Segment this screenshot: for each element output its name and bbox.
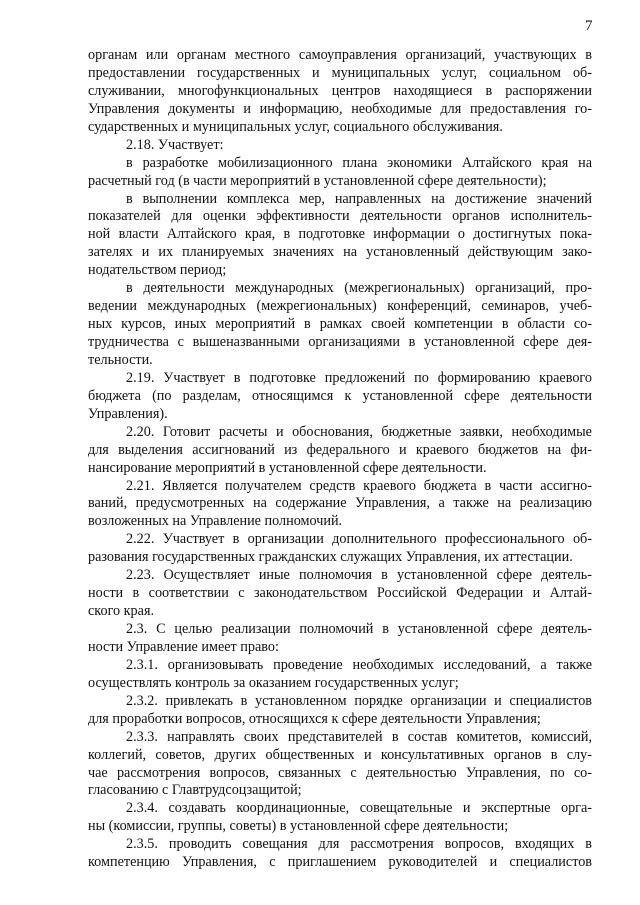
text-line: 2.3.2. привлекать в установленном порядке организации и специалистов <box>126 692 592 709</box>
text-line: ной власти Алтайского края, в подготовке информации о достигнутых пока- <box>88 226 592 243</box>
text-line: 2.23. Осуществляет иные полномочия в установленной сфере деятель- <box>126 567 592 584</box>
text-line: органам или органам местного самоуправления организаций, участвующих в <box>88 47 592 63</box>
text-line: нансирование мероприятий в установленной сфере деятельности. <box>88 459 487 476</box>
text-line: бюджета (по разделам, относящимся к установленной сфере деятельности <box>88 387 592 404</box>
text-line: 2.18. Участвует: <box>126 136 224 153</box>
text-line: Управления). <box>88 405 168 422</box>
text-line: ваний, предусмотренных на содержание Управления, а также на реализацию <box>88 495 592 512</box>
text-line: нодательством период; <box>88 262 227 279</box>
text-line: 2.3. С целью реализации полномочий в установленной сфере деятель- <box>126 621 592 637</box>
page-number: 7 <box>585 18 593 34</box>
document-body-text <box>88 47 592 872</box>
text-line: 2.21. Является получателем средств краевого бюджета в части ассигно- <box>126 477 592 494</box>
text-line: расчетный год (в части мероприятий в установленной сфере деятельности); <box>88 172 547 189</box>
text-line: разования государственных гражданских служащих Управления, их аттестации. <box>88 549 573 566</box>
text-line: тельности. <box>88 351 153 368</box>
text-line: ных курсов, иных мероприятий в рамках своей компетенции в области со- <box>88 316 592 333</box>
text-line: компетенцию Управления, с приглашением руководителей и специалистов <box>88 854 592 871</box>
text-line: чае рассмотрения вопросов, связанных с деятельностью Управления, по со- <box>88 764 592 781</box>
text-line: для выделения ассигнований из федерального и краевого бюджетов на фи- <box>88 441 592 458</box>
text-line: предоставлении государственных и муниципальных услуг, социальном об- <box>88 64 592 81</box>
text-line: для проработки вопросов, относящихся к сфере деятельности Управления; <box>88 710 541 727</box>
text-line: служивании, многофункциональных центров находящиеся в распоряжении <box>88 82 592 99</box>
text-line: 2.22. Участвует в организации дополнительного профессионального об- <box>126 531 592 548</box>
text-line: осуществлять контроль за оказанием государственных услуг; <box>88 674 459 691</box>
text-line: 2.3.4. создавать координационные, совещательные и экспертные орга- <box>126 800 592 817</box>
text-line: сударственных и муниципальных услуг, социального обслуживания. <box>88 118 503 135</box>
text-line: ны (комиссии, группы, советы) в установленной сфере деятельности; <box>88 818 509 835</box>
text-line: зателях и их планируемых значениях на установленный действующим зако- <box>88 244 592 261</box>
text-line: 2.3.3. направлять своих представителей в состав комитетов, комиссий, <box>126 728 592 745</box>
text-line: гласованию с Главтрудсоцзащитой; <box>88 782 302 799</box>
text-line: 2.3.5. проводить совещания для рассмотрения вопросов, входящих в <box>126 836 592 853</box>
text-line: 2.20. Готовит расчеты и обоснования, бюджетные заявки, необходимые <box>126 423 592 440</box>
text-line: ского края. <box>88 603 155 620</box>
text-line: ведении международных (межрегиональных) конференций, семинаров, учеб- <box>88 298 592 315</box>
text-line: 2.3.1. организовывать проведение необходимых исследований, а также <box>126 656 592 673</box>
text-line: в деятельности международных (межрегиональных) организаций, про- <box>126 280 592 297</box>
text-line: 2.19. Участвует в подготовке предложений по формированию краевого <box>126 369 592 386</box>
text-line: Управления документы и информацию, необходимые для предоставления го- <box>88 100 592 117</box>
text-line: ности Управление имеет право: <box>88 638 279 655</box>
text-line: коллегий, советов, других общественных и консультативных органов в слу- <box>88 746 592 763</box>
text-line: ности в соответствии с законодательством Российской Федерации и Алтай- <box>88 585 592 602</box>
text-line: показателей для оценки эффективности деятельности органов исполнитель- <box>88 208 592 225</box>
text-line: в разработке мобилизационного плана экономики Алтайского края на <box>126 154 592 171</box>
text-line: трудничества с вышеназванными организациями в установленной сфере дея- <box>88 334 592 350</box>
text-line: в выполнении комплекса мер, направленных на достижение значений <box>126 190 592 207</box>
text-line: возложенных на Управление полномочий. <box>88 513 343 530</box>
